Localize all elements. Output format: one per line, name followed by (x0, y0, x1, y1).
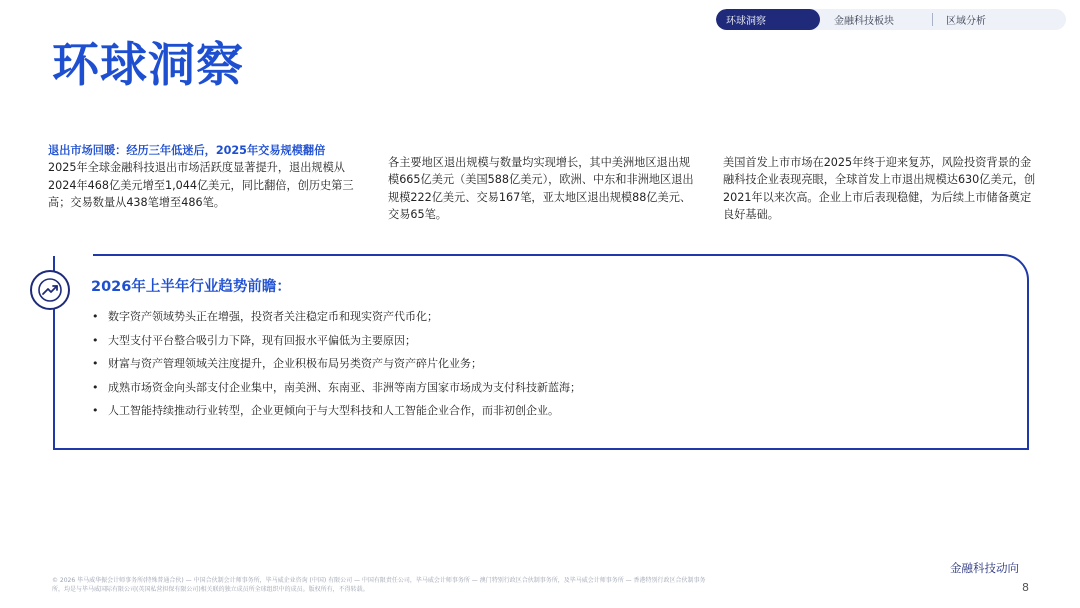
tab-divider (932, 13, 933, 26)
list-item-text: 人工智能持续推动行业转型，企业更倾向于与大型科技和人工智能企业合作，而非初创企业。 (108, 404, 559, 417)
list-item-text: 成熟市场资金向头部支付企业集中，南美洲、东南亚、非洲等南方国家市场成为支付科技新蓝海； (108, 380, 581, 394)
list-item (92, 376, 992, 400)
list-item (92, 399, 992, 423)
regional-column (388, 154, 700, 224)
bullet-icon: • (92, 380, 99, 394)
ipo-column (723, 154, 1041, 224)
bullet-icon: • (92, 310, 99, 323)
section-nav (716, 9, 1066, 30)
exit-market-column (48, 142, 366, 212)
outlook-list (92, 305, 992, 423)
tab-regional-analysis[interactable] (932, 9, 1066, 30)
list-item-text: 大型支付平台整合吸引力下降，现有回报水平偏低为主要原因； (108, 333, 416, 347)
list-item-text: 财富与资产管理领域关注度提升，企业积极布局另类资产与资产碎片化业务； (108, 357, 482, 370)
list-item (92, 329, 992, 353)
trend-up-circle-icon (30, 270, 70, 310)
page-number: 8 (1022, 581, 1029, 594)
exit-market-heading: 退出市场回暖：经历三年低迷后，2025年交易规模翻倍 (48, 144, 326, 157)
outlook-title: 2026年上半年行业趋势前瞻： (91, 279, 291, 295)
list-item-text: 数字资产领域势头正在增强，投资者关注稳定币和现实资产代币化； (108, 310, 438, 323)
list-item (92, 352, 992, 376)
tab-label: 区域分析 (946, 16, 986, 27)
publication-brand: 金融科技动向 (950, 561, 1019, 575)
tab-label: 环球洞察 (726, 16, 766, 27)
tab-global-insights[interactable] (716, 9, 820, 30)
tab-fintech-sector[interactable] (820, 9, 932, 30)
tab-label: 金融科技板块 (834, 16, 894, 27)
page-title: 环球洞察 (52, 38, 244, 93)
exit-market-body: 2025年全球金融科技退出市场活跃度显著提升，退出规模从2024年468亿美元增至1,044亿美元，同比翻倍，创历史第三高；交易数量从438笔增至486笔。 (48, 161, 354, 210)
regional-body: 各主要地区退出规模与数量均实现增长，其中美洲地区退出规模665亿美元（美国588亿美元），欧洲、中东和非洲地区退出规模222亿美元、交易167笔，亚太地区退出规模88亿美元、交易65笔。 (388, 156, 694, 222)
bullet-icon: • (92, 333, 99, 347)
ipo-body: 美国首发上市市场在2025年终于迎来复苏，风险投资背景的金融科技企业表现亮眼，全球首发上市退出规模达630亿美元，创2021年以来次高。企业上市后表现稳健，为后续上市储备奠定良好基础。 (723, 156, 1036, 222)
legal-disclaimer: © 2026 毕马威华振会计师事务所(特殊普通合伙) — 中国合伙制会计师事务所，毕马威企业咨询 (中国) 有限公司 — 中国有限责任公司，毕马威会计师事务所 — 澳门特别行政区合伙制事务所，及毕马威会计师事务所 — 香港特别行政区合伙制事务所，均是与毕马威国际有限公司(英国私营担保有限公司)相关联的独立成员所全球组织中的成员。版权所有，不得转载。 (52, 577, 706, 593)
bullet-icon: • (92, 357, 99, 370)
list-item (92, 305, 992, 329)
bullet-icon: • (92, 404, 99, 417)
